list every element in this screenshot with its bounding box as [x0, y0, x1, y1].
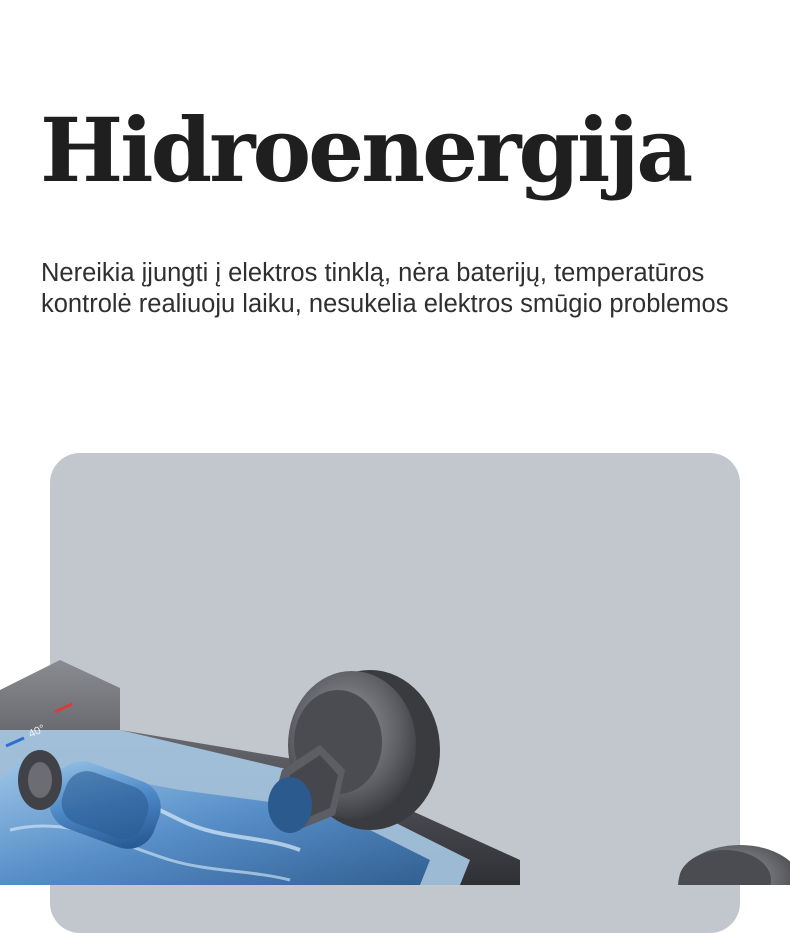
- outlet-knob: [678, 845, 790, 885]
- page-title: Hidroenergija: [40, 98, 691, 202]
- valve-knob: [268, 670, 440, 833]
- faucet-cutaway-illustration: [0, 640, 790, 885]
- feature-description: Nereikia įjungti į elektros tinklą, nėra baterijų, temperatūros kontrolė realiuoju laiku, nesukelia elektros smūgio problemos: [41, 259, 729, 318]
- temperature-label: 40°: [26, 722, 47, 741]
